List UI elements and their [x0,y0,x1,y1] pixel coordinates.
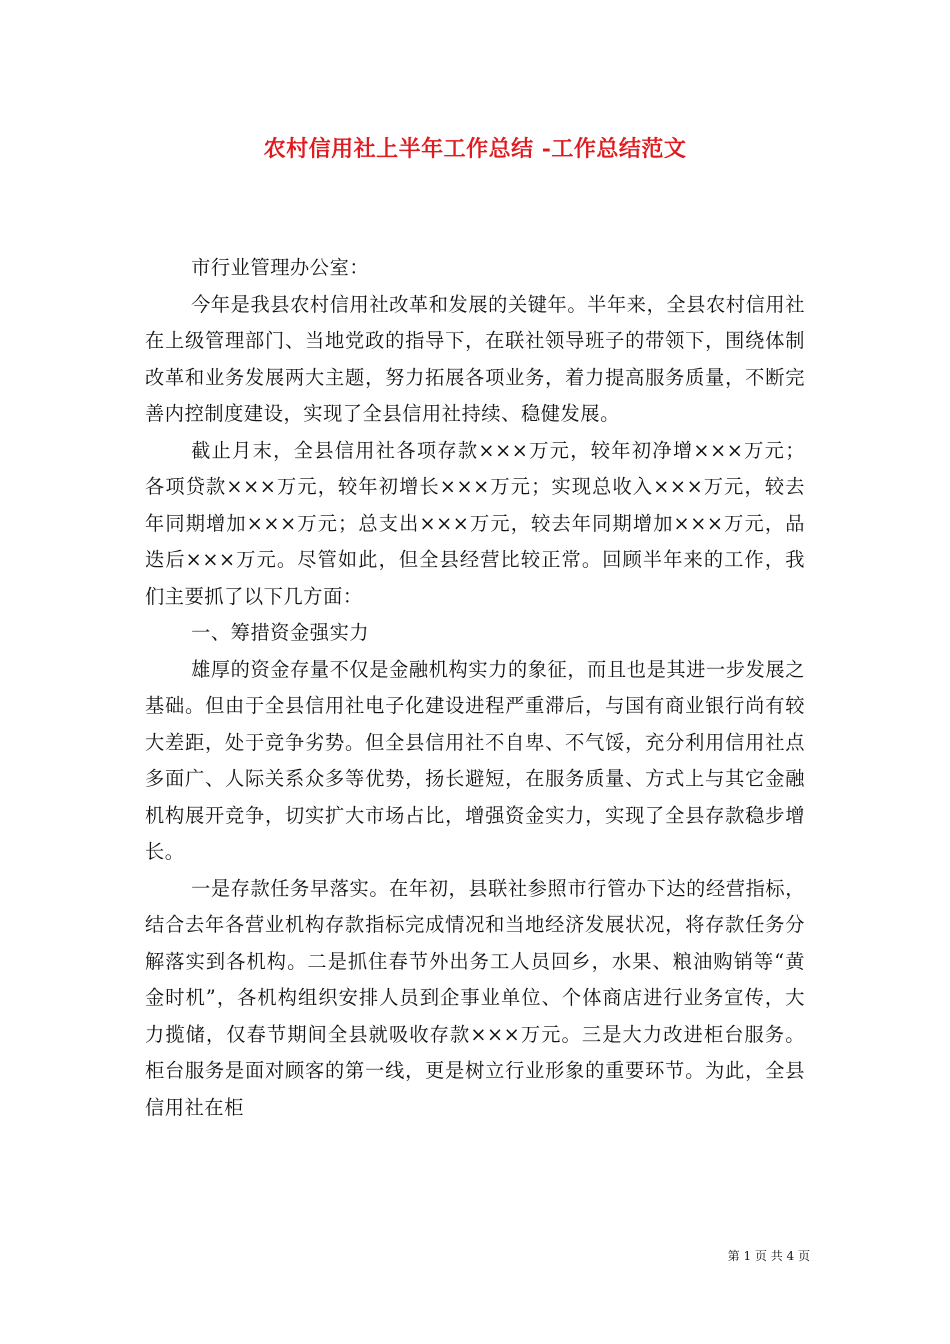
document-title: 农村信用社上半年工作总结 -工作总结范文 [263,136,687,162]
paragraph-measures: 一是存款任务早落实。在年初，县联社参照市行管办下达的经营指标，结合去年各营业机构存款指标完成情况和当地经济发展状况，将存款任务分解落实到各机构。二是抓住春节外出务工人员回乡，水果、粮油购销等“黄金时机”，各机构组织安排人员到企事业单位、个体商店进行业务宣传，大力揽储，仅春节期间全县就吸收存款×××万元。三是大力改进柜台服务。柜台服务是面对顾客的第一线，更是树立行业形象的重要环节。为此，全县信用社在柜 [145,876,805,1119]
paragraph-salutation: 市行业管理办公室： [191,256,370,279]
page-number-footer: 第 1 页 共 4 页 [727,1249,810,1263]
document-body [145,250,805,1126]
paragraph-figures: 截止月末，全县信用社各项存款×××万元，较年初净增×××万元；各项贷款×××万元，较年初增长×××万元；实现总收入×××万元，较去年同期增加×××万元；总支出×××万元，较去年同期增加×××万元，品迭后×××万元。尽管如此，但全县经营比较正常。回顾半年来的工作，我们主要抓了以下几方面： [145,438,805,608]
section-heading-1: 一、筹措资金强实力 [191,621,370,644]
paragraph-funding: 雄厚的资金存量不仅是金融机构实力的象征，而且也是其进一步发展之基础。但由于全县信用社电子化建设进程严重滞后，与国有商业银行尚有较大差距，处于竞争劣势。但全县信用社不自卑、不气馁，充分利用信用社点多面广、人际关系众多等优势，扬长避短，在服务质量、方式上与其它金融机构展开竞争，切实扩大市场占比，增强资金实力，实现了全县存款稳步增长。 [145,657,805,863]
paragraph-intro: 今年是我县农村信用社改革和发展的关键年。半年来，全县农村信用社在上级管理部门、当地党政的指导下，在联社领导班子的带领下，围绕体制改革和业务发展两大主题，努力拓展各项业务，着力提高服务质量，不断完善内控制度建设，实现了全县信用社持续、稳健发展。 [145,292,805,425]
